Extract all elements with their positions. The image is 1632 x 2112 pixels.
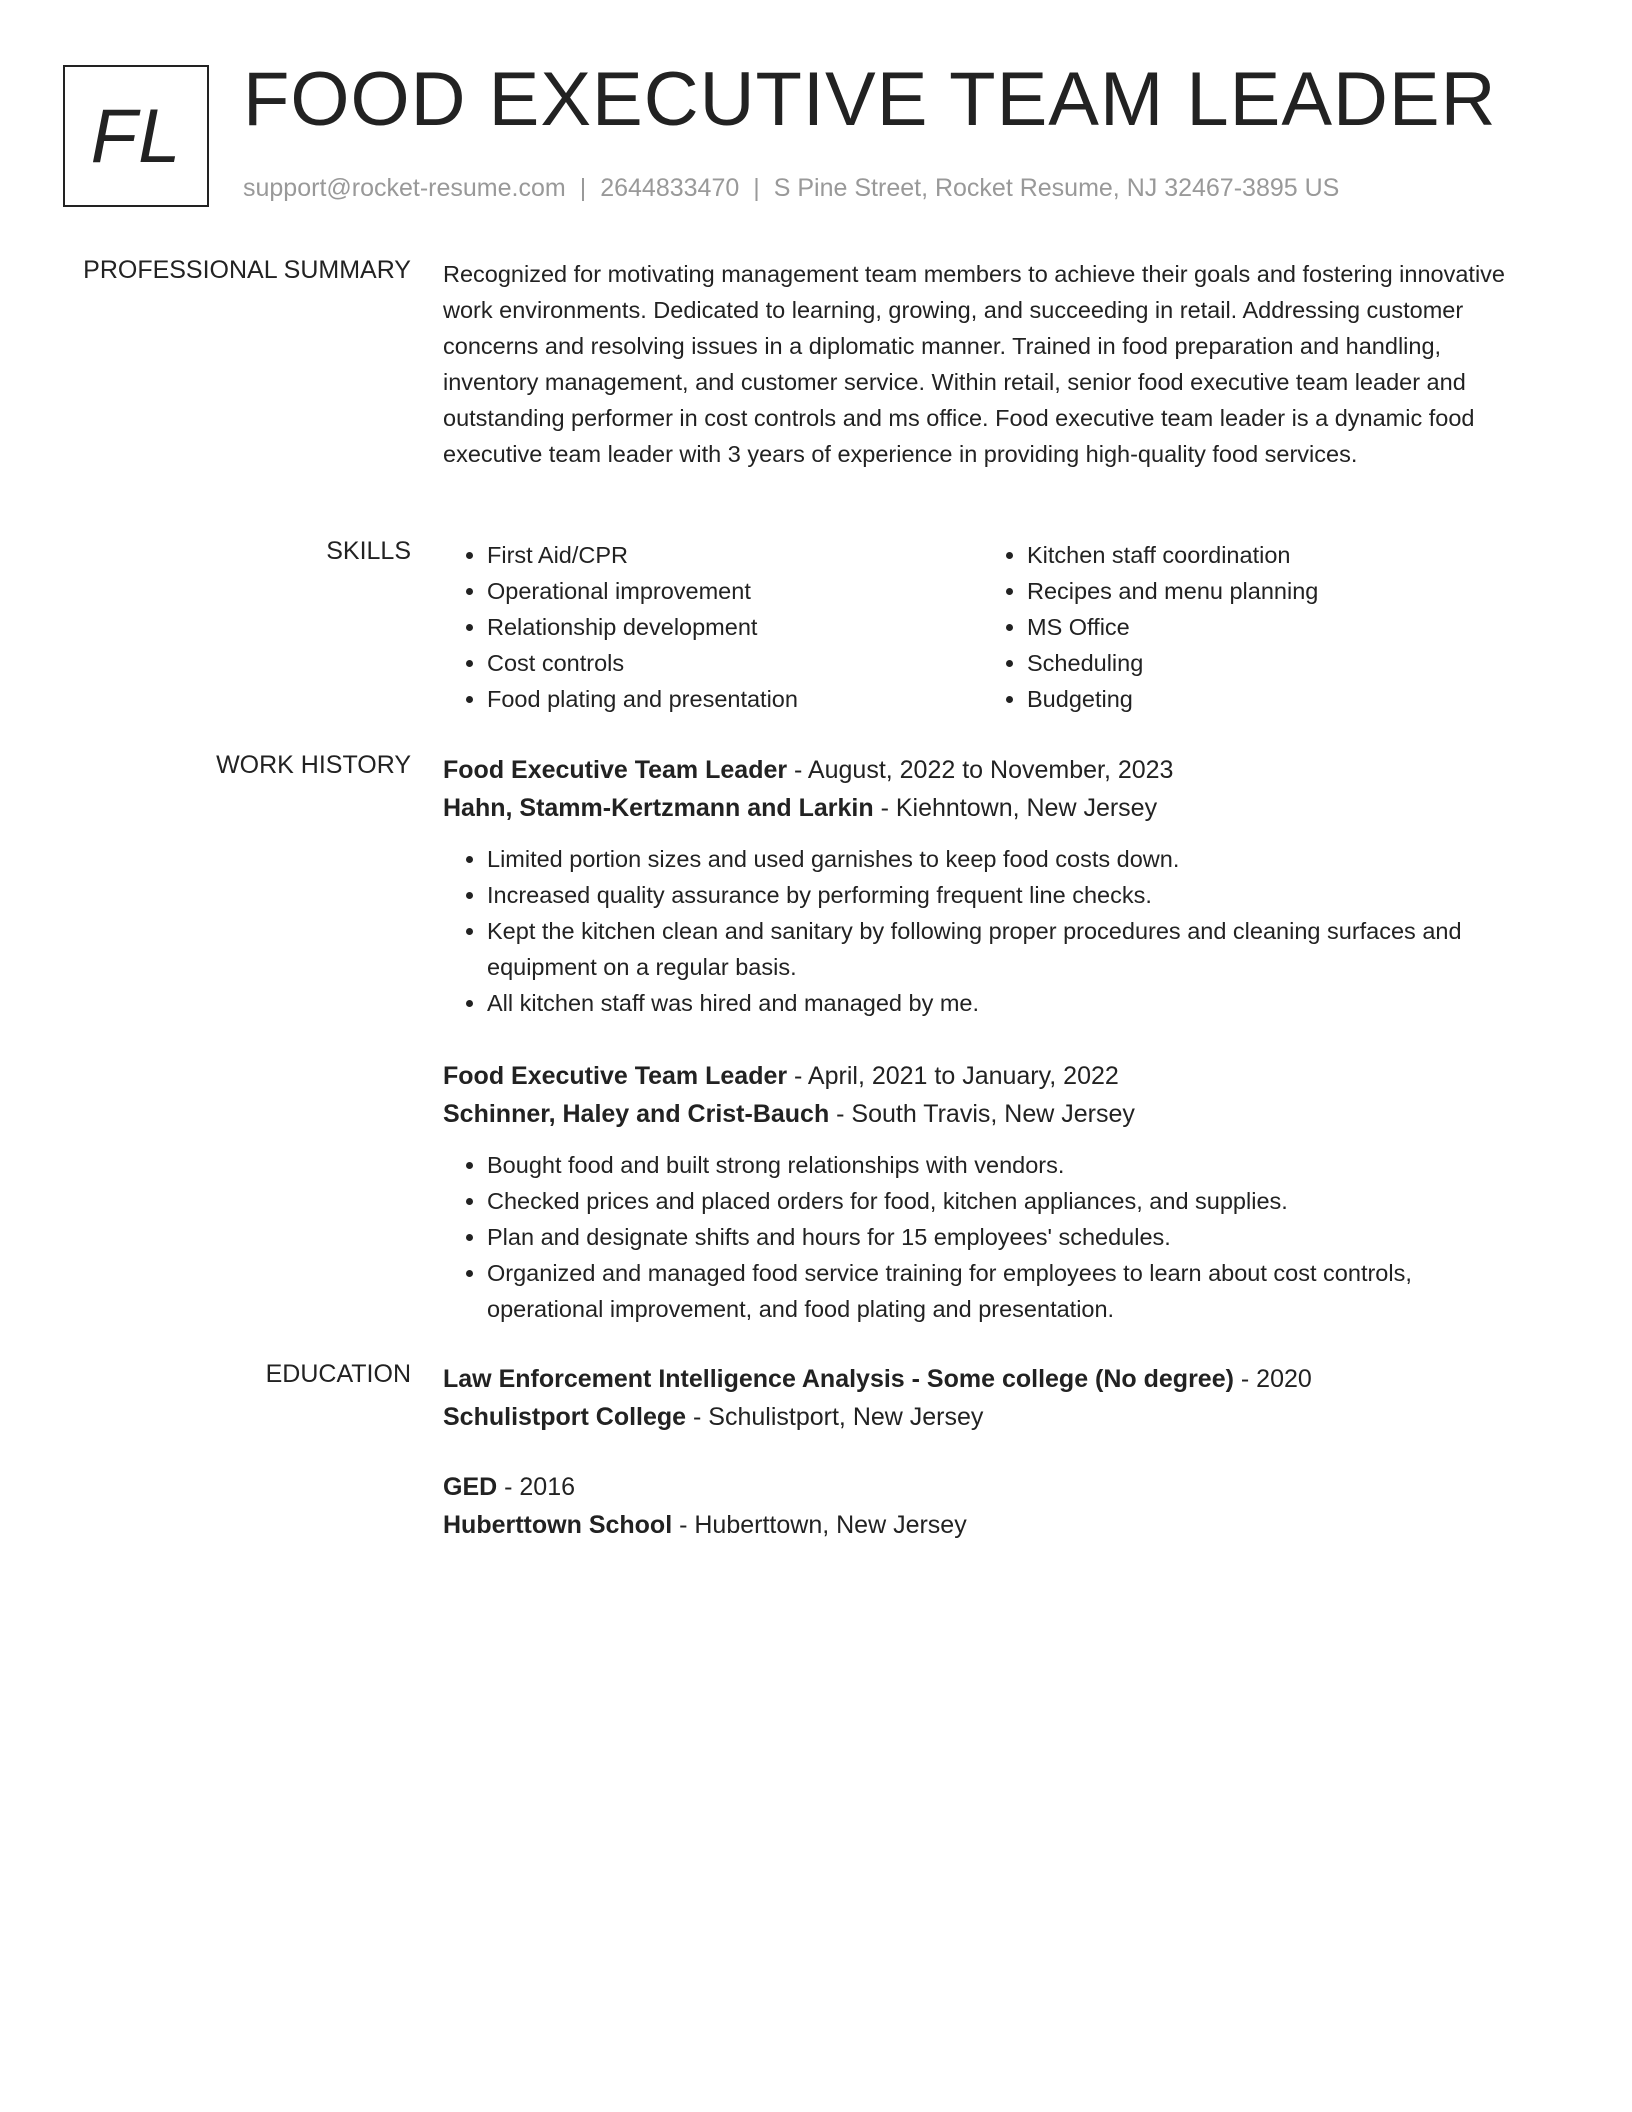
job-company-line [443, 1095, 1523, 1133]
job-bullet: • Kept the kitchen clean and sanitary by following proper procedures and cleaning surfaces and equipment on a regular basis. [487, 913, 1523, 985]
job-entry [443, 751, 1523, 1021]
summary-heading: PROFESSIONAL SUMMARY [83, 256, 411, 284]
job-title-line [443, 751, 1523, 789]
job-position: Food Executive Team Leader [443, 756, 788, 784]
job-dates: - April, 2021 to January, 2022 [787, 1062, 1119, 1090]
education-school: Huberttown School [443, 1511, 673, 1539]
job-bullets [443, 1147, 1523, 1327]
job-dates: - August, 2022 to November, 2023 [787, 756, 1174, 784]
skill-item: • Cost controls [487, 645, 983, 681]
education-year: - 2016 [497, 1473, 576, 1501]
job-bullet: • Limited portion sizes and used garnishes to keep food costs down. [487, 841, 1523, 877]
education-entry [443, 1468, 1523, 1544]
job-bullet: • Checked prices and placed orders for food, kitchen appliances, and supplies. [487, 1183, 1523, 1219]
monogram-box [63, 65, 209, 207]
job-company: Schinner, Haley and Crist-Bauch [443, 1100, 830, 1128]
skill-item: • Operational improvement [487, 573, 983, 609]
education-entry [443, 1360, 1523, 1436]
skill-item: • Scheduling [1027, 645, 1523, 681]
job-entry [443, 1057, 1523, 1327]
education-degree: Law Enforcement Intelligence Analysis - Some college (No degree) [443, 1365, 1234, 1393]
job-company: Hahn, Stamm-Kertzmann and Larkin [443, 794, 874, 822]
job-location: - Kiehntown, New Jersey [873, 794, 1158, 822]
contact-separator: | [579, 174, 587, 202]
skill-item: • Relationship development [487, 609, 983, 645]
education-location: - Huberttown, New Jersey [672, 1511, 967, 1539]
contact-phone: 2644833470 [600, 174, 740, 202]
job-bullet: • All kitchen staff was hired and managed by me. [487, 985, 1523, 1021]
contact-address: S Pine Street, Rocket Resume, NJ 32467-3895 US [773, 174, 1340, 202]
skill-item: • First Aid/CPR [487, 537, 983, 573]
education-heading: EDUCATION [265, 1360, 411, 1388]
resume-name: FOOD EXECUTIVE TEAM LEADER [243, 57, 1497, 142]
job-position: Food Executive Team Leader [443, 1062, 788, 1090]
skills-grid [443, 537, 1523, 717]
skills-column-left [443, 537, 983, 717]
education-location: - Schulistport, New Jersey [686, 1403, 984, 1431]
education-school-line [443, 1506, 1523, 1544]
job-bullets [443, 841, 1523, 1021]
skill-item: • Budgeting [1027, 681, 1523, 717]
skill-item: • Recipes and menu planning [1027, 573, 1523, 609]
monogram-initials: FL [90, 93, 182, 179]
job-title-line [443, 1057, 1523, 1095]
education-degree-line [443, 1468, 1523, 1506]
contact-line [243, 174, 1339, 203]
contact-separator: | [753, 174, 760, 202]
skill-item: • Food plating and presentation [487, 681, 983, 717]
education-school-line [443, 1398, 1523, 1436]
skill-item: • Kitchen staff coordination [1027, 537, 1523, 573]
summary-body [443, 256, 1523, 472]
education-body [443, 1360, 1523, 1576]
summary-text: Recognized for motivating management team members to achieve their goals and fostering innovative work environments. Dedicated to learning, growing, and succeeding in retail. Addressing customer concerns and resolving issues in a diplomatic manner. Trained in food preparation and handling, inventory management, and customer service. Within retail, senior food executive team leader and outstanding performer in cost controls and ms office. Food executive team leader is a dynamic food executive team leader with 3 years of experience in providing high-quality food services. [443, 261, 1505, 467]
job-bullet: • Bought food and built strong relationships with vendors. [487, 1147, 1523, 1183]
skills-body [443, 537, 1523, 717]
contact-email: support@rocket-resume.com [243, 174, 566, 202]
work-body [443, 751, 1523, 1363]
job-location: - South Travis, New Jersey [829, 1100, 1135, 1128]
job-company-line [443, 789, 1523, 827]
skills-column-right [983, 537, 1523, 717]
education-school: Schulistport College [443, 1403, 687, 1431]
education-degree: GED [443, 1473, 498, 1501]
education-degree-line [443, 1360, 1523, 1398]
education-year: - 2020 [1233, 1365, 1312, 1393]
job-bullet: • Increased quality assurance by performing frequent line checks. [487, 877, 1523, 913]
job-bullet: • Organized and managed food service training for employees to learn about cost controls, operational improvement, and food plating and presentation. [487, 1255, 1523, 1327]
job-bullet: • Plan and designate shifts and hours for 15 employees' schedules. [487, 1219, 1523, 1255]
skill-item: • MS Office [1027, 609, 1523, 645]
skills-heading: SKILLS [326, 537, 411, 565]
work-heading: WORK HISTORY [216, 751, 411, 779]
